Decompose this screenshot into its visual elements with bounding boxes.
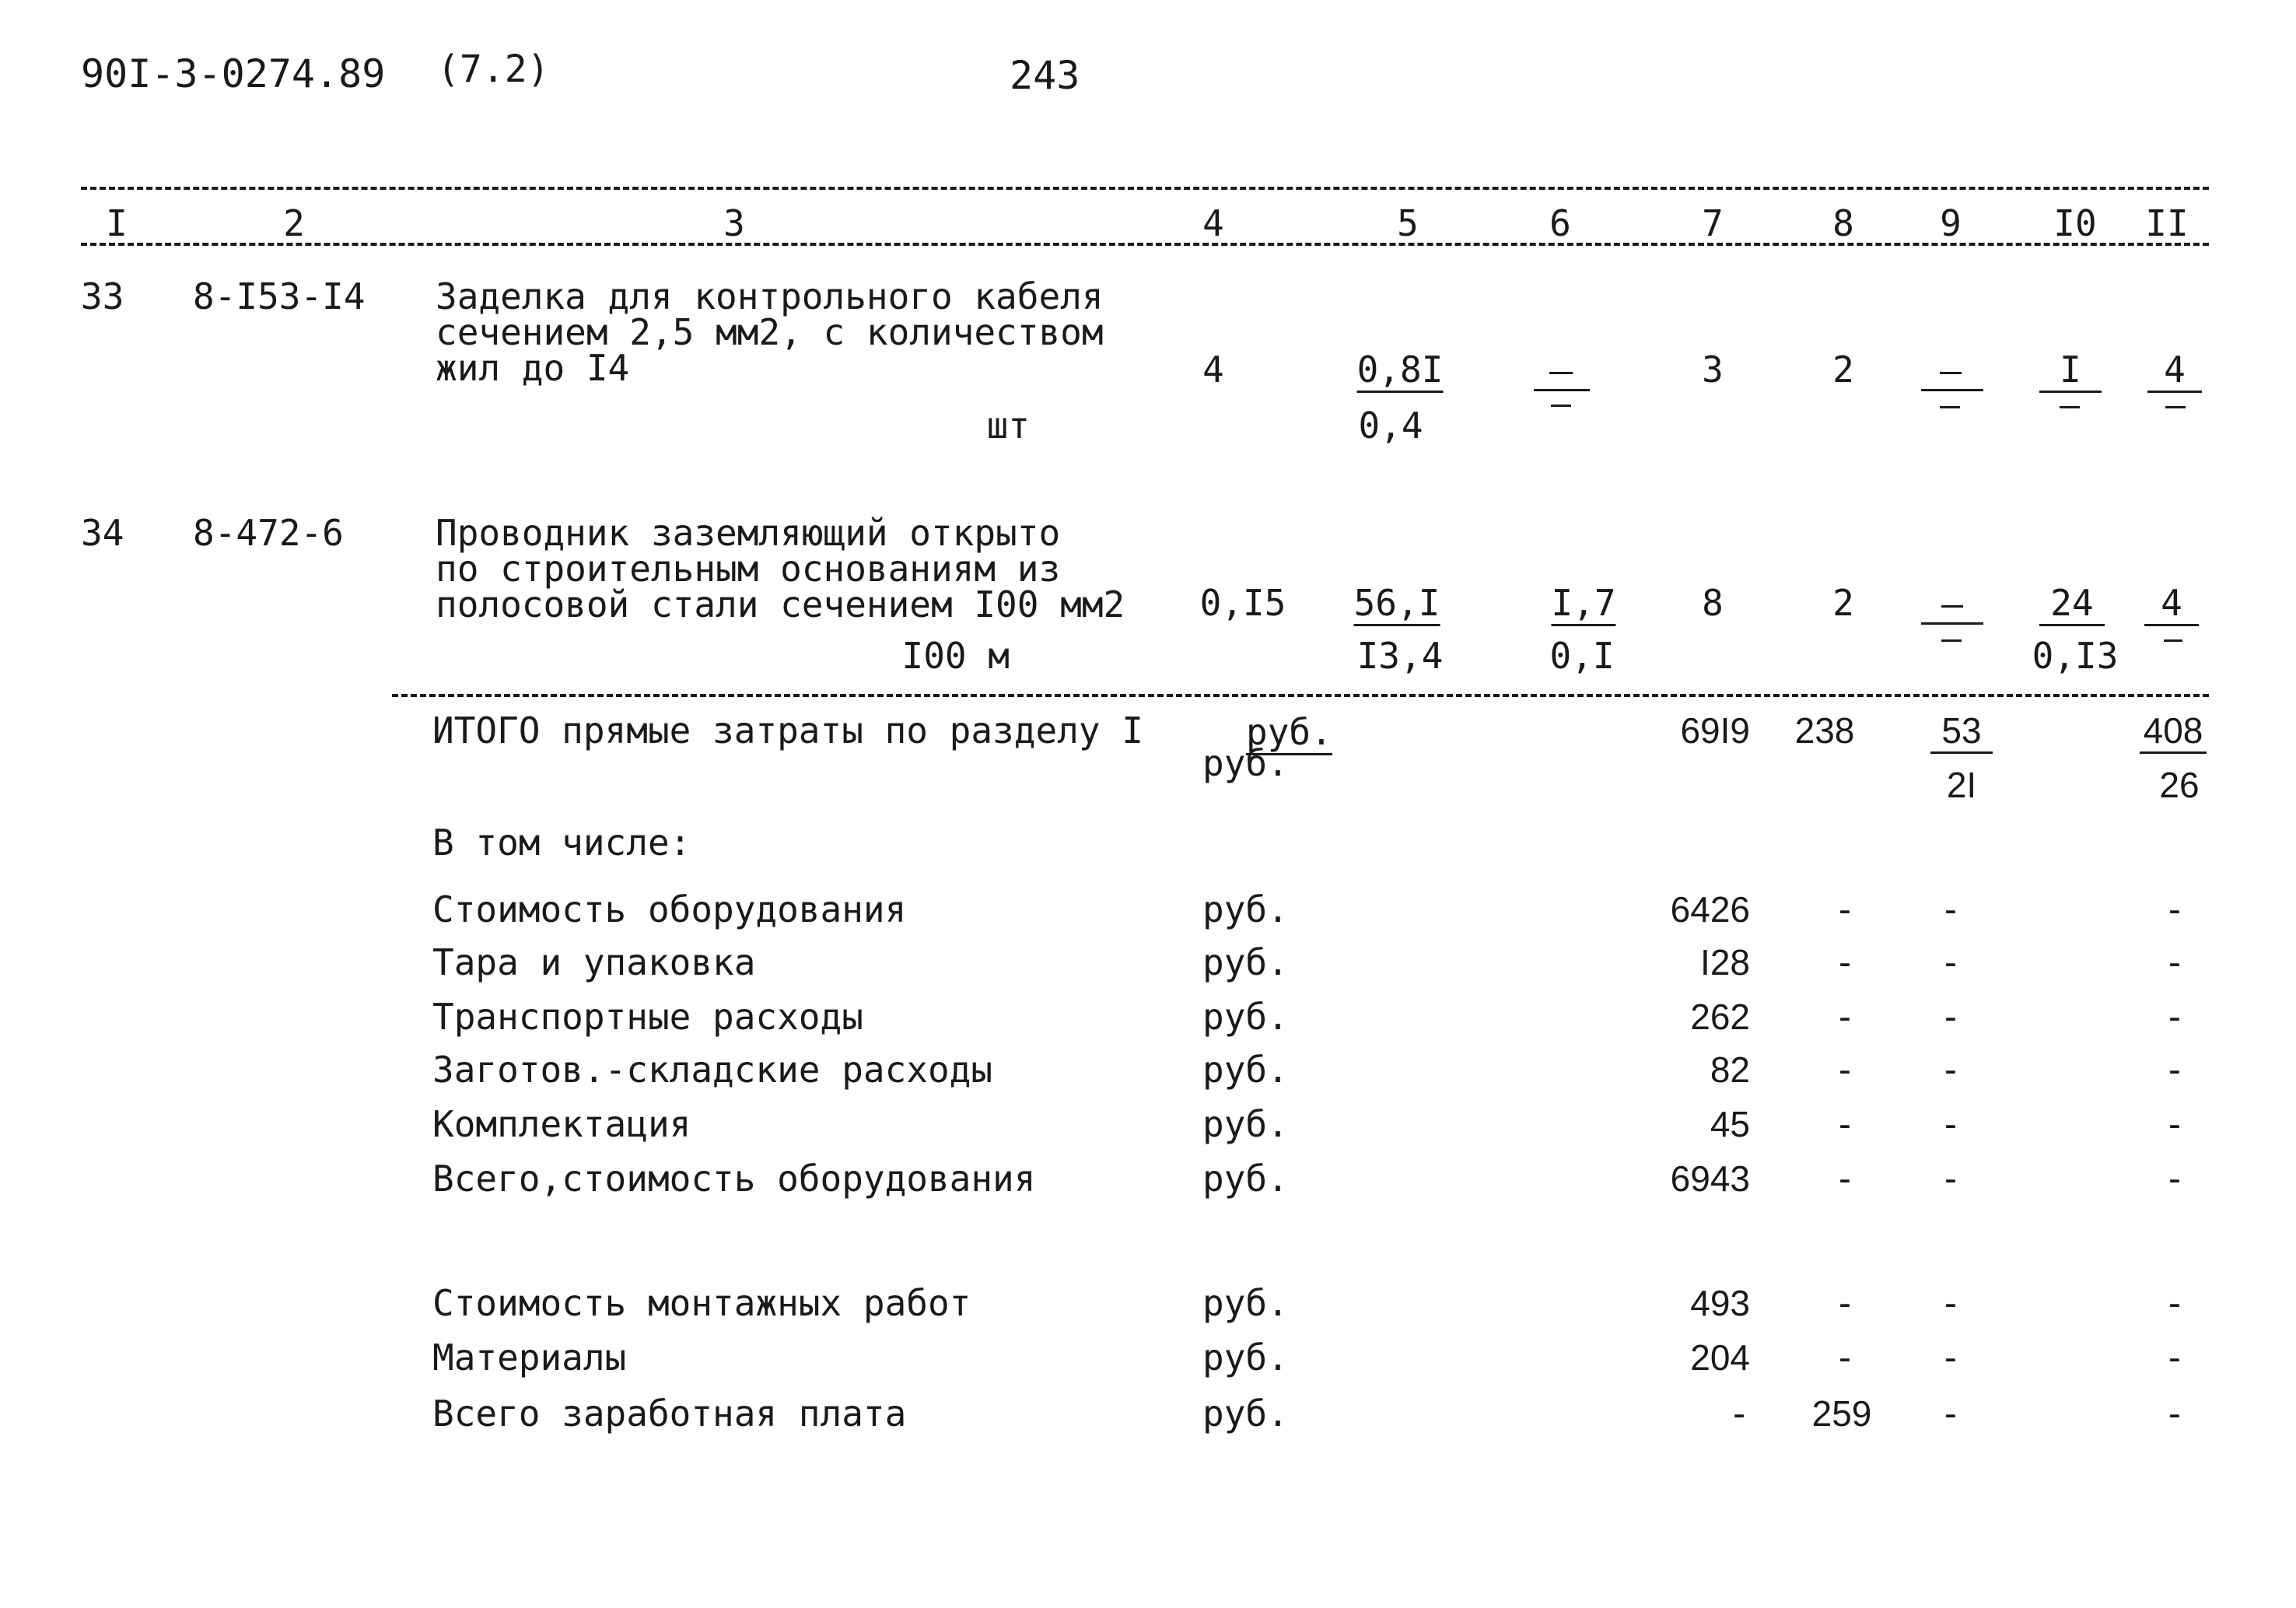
summary-label: Стоимость монтажных работ	[432, 1282, 971, 1324]
summary-col7: I28	[1700, 942, 1750, 983]
including-label: В том числе:	[432, 822, 691, 864]
col9-denominator-dash	[1941, 639, 1962, 642]
row-code: 8-472-6	[193, 512, 344, 554]
total-label: ИТОГО прямые затраты по разделу I	[432, 709, 1143, 751]
summary-col8: -	[1834, 1049, 1856, 1091]
col9-numerator-dash	[1941, 605, 1963, 608]
summary-label: Тара и упаковка	[432, 941, 756, 983]
row-description-line: полосовой стали сечением I00 мм2	[436, 583, 1125, 625]
row-unit: шт	[986, 405, 1030, 447]
column-header-9: 9	[1940, 202, 1962, 244]
col10-numerator: 24	[2039, 585, 2105, 626]
summary-label: Всего,стоимость оборудования	[432, 1158, 1036, 1200]
summary-unit: руб.	[1202, 1049, 1289, 1091]
column-header-8: 8	[1832, 202, 1854, 244]
summary-col7: 45	[1710, 1104, 1750, 1144]
row-description-line: Заделка для контрольного кабеля	[436, 275, 1104, 317]
total-unit-top: руб.	[1246, 714, 1332, 755]
col11-numerator: 4	[2144, 585, 2199, 626]
summary-unit: руб.	[1202, 1158, 1289, 1200]
summary-col11: -	[2164, 1336, 2186, 1379]
summary-col9: -	[1940, 1393, 1962, 1435]
summary-col9: -	[1940, 1158, 1962, 1200]
summary-label: Материалы	[432, 1336, 627, 1379]
summary-col11: -	[2164, 941, 2186, 983]
summary-col7: 493	[1690, 1283, 1750, 1323]
col9-fraction-rule	[1921, 622, 1983, 625]
header-bottom-rule	[81, 243, 2209, 246]
row-description-line: по строительным основаниям из	[436, 548, 1061, 590]
summary-col7: 262	[1690, 997, 1750, 1037]
total-col7: 69I9	[1680, 710, 1750, 751]
summary-col8: -	[1834, 941, 1856, 983]
section-number: (7.2)	[437, 47, 550, 91]
col8-value: 2	[1832, 582, 1854, 624]
column-header-11: II	[2145, 202, 2189, 244]
summary-label: Всего заработная плата	[432, 1393, 907, 1435]
row-description-line: сечением 2,5 мм2, с количеством	[436, 311, 1104, 353]
summary-col8: -	[1834, 996, 1856, 1038]
col9-denominator-dash	[1940, 406, 1960, 408]
summary-label: Заготов.-складские расходы	[432, 1049, 993, 1091]
summary-col11: -	[2164, 1393, 2186, 1435]
summary-col9: -	[1940, 941, 1962, 983]
col7-value: 3	[1702, 349, 1724, 391]
col5-denominator: 0,4	[1358, 405, 1423, 447]
summary-col7: 204	[1690, 1337, 1750, 1378]
summary-col9: -	[1940, 1336, 1962, 1379]
summary-label: Комплектация	[432, 1103, 691, 1145]
total-divider-rule	[392, 694, 2209, 697]
total-col9-top: 53	[1930, 713, 1993, 754]
summary-col11: -	[2164, 1049, 2186, 1091]
col9-fraction-rule	[1921, 389, 1983, 391]
summary-col11: -	[2164, 996, 2186, 1038]
column-header-6: 6	[1549, 202, 1571, 244]
summary-unit: руб.	[1202, 1336, 1289, 1379]
summary-unit: руб.	[1202, 888, 1289, 930]
row-number: 33	[81, 275, 124, 317]
document-code: 90I-3-0274.89	[81, 51, 386, 96]
summary-label: Стоимость оборудования	[432, 888, 907, 930]
col6-numerator: I,7	[1551, 585, 1615, 626]
summary-unit: руб.	[1202, 1282, 1289, 1324]
col7-value: 8	[1702, 582, 1724, 624]
col10-numerator: I	[2039, 352, 2102, 393]
col8-value: 2	[1832, 349, 1854, 391]
total-col11-top: 408	[2140, 713, 2207, 754]
col6-numerator-dash	[1549, 372, 1573, 374]
row-description-line: Проводник заземляющий открыто	[436, 512, 1061, 554]
summary-col9: -	[1940, 1049, 1962, 1091]
summary-col9: -	[1940, 888, 1962, 930]
summary-col7: -	[1728, 1393, 1750, 1435]
row-number: 34	[81, 512, 124, 554]
row-unit: I00 м	[901, 635, 1010, 677]
column-header-3: 3	[723, 202, 745, 244]
summary-col8: -	[1834, 1336, 1856, 1379]
header-top-rule	[81, 187, 2209, 190]
summary-col8: -	[1834, 1158, 1856, 1200]
summary-unit: руб.	[1202, 1103, 1289, 1145]
col10-denominator-dash	[2060, 406, 2080, 408]
summary-label: Транспортные расходы	[432, 996, 863, 1038]
col11-denominator-dash	[2164, 639, 2182, 642]
column-header-10: I0	[2053, 202, 2097, 244]
page-number: 243	[1010, 53, 1080, 98]
summary-col8: 259	[1811, 1393, 1872, 1434]
summary-col7: 6426	[1670, 889, 1750, 930]
column-header-5: 5	[1397, 202, 1419, 244]
col5-denominator: I3,4	[1356, 635, 1444, 677]
total-col8: 238	[1794, 710, 1855, 751]
col10-denominator: 0,I3	[2032, 635, 2119, 677]
summary-col8: -	[1834, 1103, 1856, 1145]
column-header-1: I	[106, 202, 128, 244]
summary-col9: -	[1940, 1282, 1962, 1324]
row-quantity: 4	[1202, 349, 1224, 391]
summary-col9: -	[1940, 1103, 1962, 1145]
col6-denominator-dash	[1551, 405, 1571, 407]
column-header-7: 7	[1702, 202, 1724, 244]
summary-col11: -	[2164, 1103, 2186, 1145]
row-quantity: 0,I5	[1199, 582, 1286, 624]
total-col11-bottom: 26	[2159, 765, 2200, 805]
summary-col7: 6943	[1670, 1158, 1750, 1199]
summary-col8: -	[1834, 888, 1856, 930]
row-code: 8-I53-I4	[193, 275, 366, 317]
col11-denominator-dash	[2165, 406, 2186, 408]
summary-unit: руб.	[1202, 1393, 1289, 1435]
summary-col11: -	[2164, 1282, 2186, 1324]
column-header-4: 4	[1202, 202, 1224, 244]
col6-fraction-rule	[1534, 389, 1590, 391]
col5-numerator: 0,8I	[1357, 352, 1444, 393]
summary-col9: -	[1940, 996, 1962, 1038]
summary-unit: руб.	[1202, 941, 1289, 983]
total-unit-bottom: руб.	[1202, 742, 1289, 784]
col5-numerator: 56,I	[1354, 585, 1440, 626]
summary-col7: 82	[1710, 1049, 1750, 1090]
summary-unit: руб.	[1202, 996, 1289, 1038]
col6-denominator: 0,I	[1549, 635, 1615, 677]
col11-numerator: 4	[2147, 352, 2202, 393]
summary-col11: -	[2164, 888, 2186, 930]
total-col9-bottom: 2I	[1946, 765, 1977, 805]
summary-col8: -	[1834, 1282, 1856, 1324]
col9-numerator-dash	[1940, 372, 1962, 374]
row-description-line: жил до I4	[436, 347, 630, 389]
column-header-2: 2	[283, 202, 305, 244]
summary-col11: -	[2164, 1158, 2186, 1200]
